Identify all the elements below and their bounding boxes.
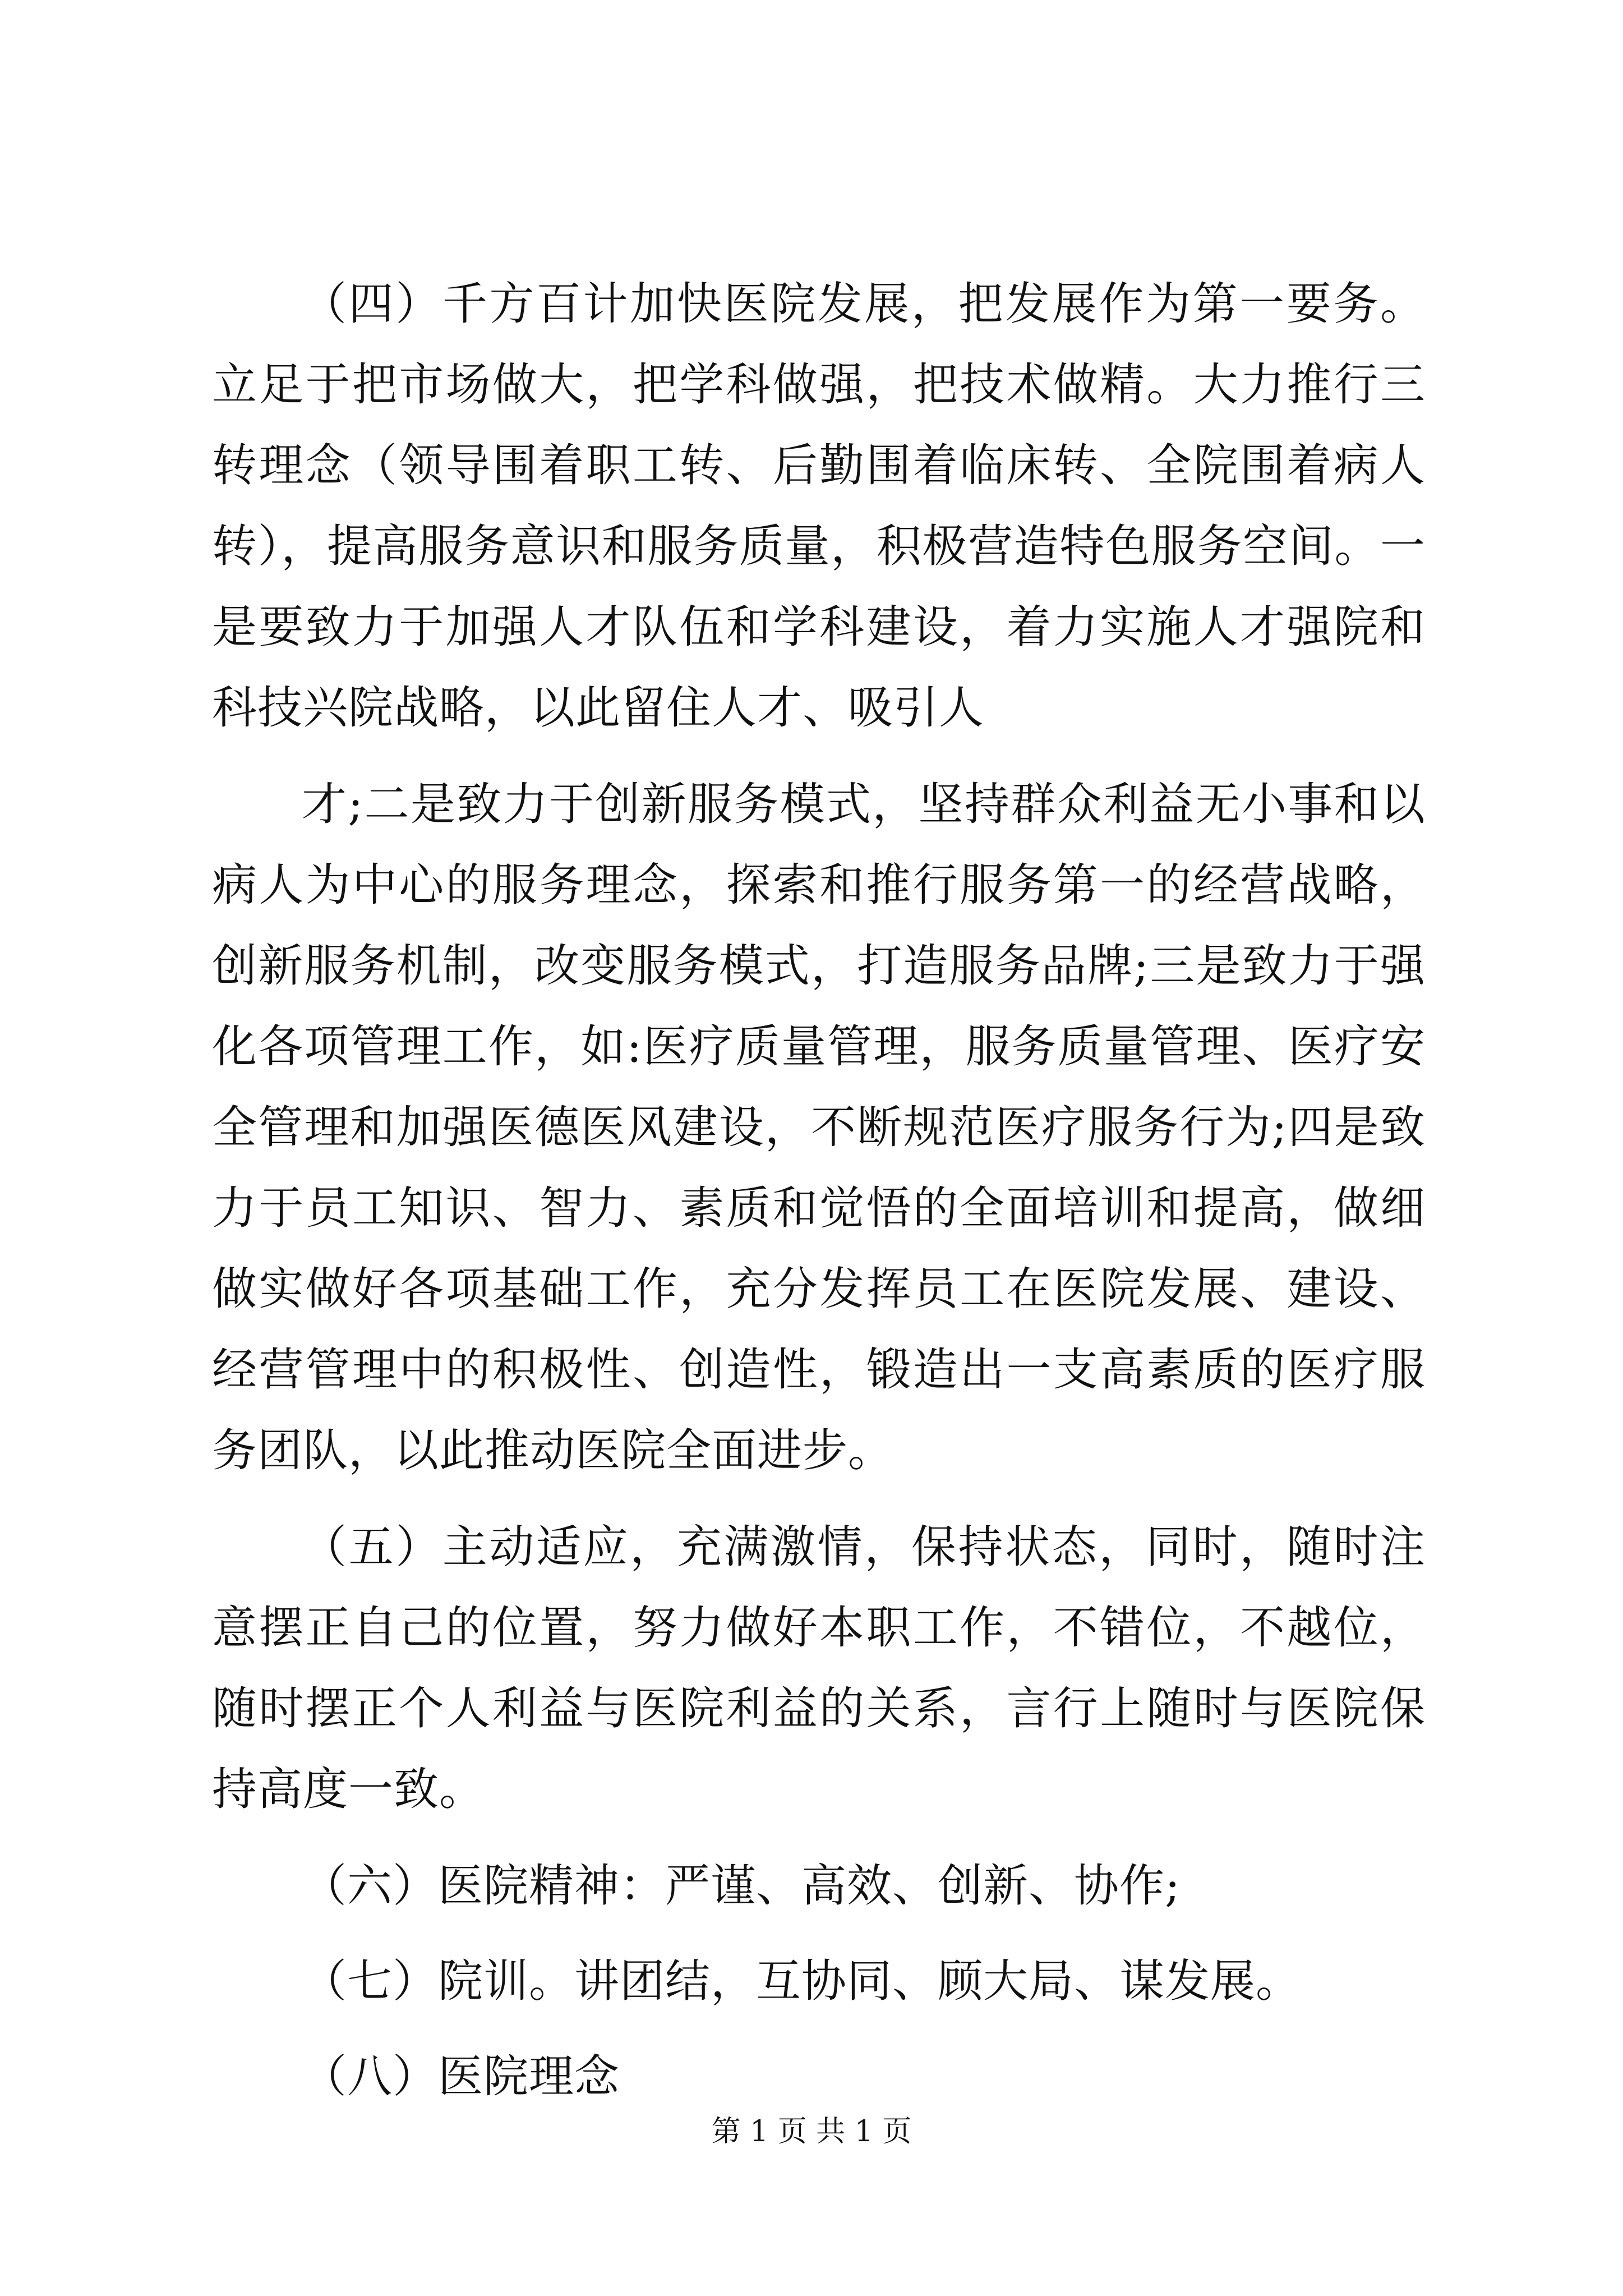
paragraph-4: （四）千方百计加快医院发展，把发展作为第一要务。立足于把市场做大，把学科做强，把技术做精。大力推行三转理念（领导围着职工转、后勤围着临床转、全院围着病人转），提高服务意识和服务质量，积极营造特色服务空间。一是要致力于加强人才队伍和学科建设，着力实施人才强院和科技兴院战略，以此留住人才、吸引人 xyxy=(212,278,1426,734)
paragraph-8: （八）医院理念 xyxy=(302,2050,620,2102)
document-body xyxy=(212,264,1426,2132)
paragraph-7: （七）院训。讲团结，互协同、顾大局、谋发展。 xyxy=(302,1955,1301,2007)
paragraph-4-continued: 才;二是致力于创新服务模式，坚持群众利益无小事和以病人为中心的服务理念，探索和推行服务第一的经营战略，创新服务机制，改变服务模式，打造服务品牌;三是致力于强化各项管理工作，如:医疗质量管理，服务质量管理、医疗安全管理和加强医德医风建设，不断规范医疗服务行为;四是致力于员工知识、智力、素质和觉悟的全面培训和提高，做细做实做好各项基础工作，充分发挥员工在医院发展、建设、经营管理中的积极性、创造性，锻造出一支高素质的医疗服务团队，以此推动医院全面进步。 xyxy=(212,778,1426,1476)
page-footer: 第 1 页 共 1 页 xyxy=(711,2115,912,2148)
paragraph-6: （六）医院精神：严谨、高效、创新、协作; xyxy=(302,1860,1181,1912)
paragraph-5: （五）主动适应，充满激情，保持状态，同时，随时注意摆正自己的位置，努力做好本职工作，不错位，不越位，随时摆正个人利益与医院利益的关系，言行上随时与医院保持高度一致。 xyxy=(212,1521,1426,1815)
